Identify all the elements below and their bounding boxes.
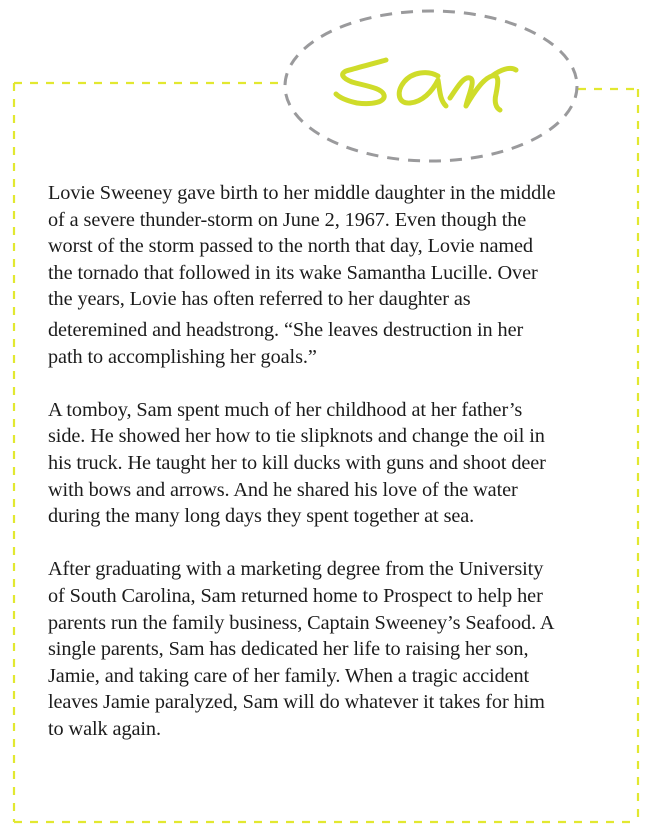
- text-line: the years, Lovie has often referred to her daughter as: [48, 288, 471, 311]
- paragraph-birth: [48, 180, 638, 370]
- text-line: A tomboy, Sam spent much of her childhood at her father’s: [48, 398, 523, 421]
- paragraph-childhood: [48, 397, 638, 530]
- page-title: [335, 57, 518, 112]
- text-line: After graduating with a marketing degree from the University: [48, 558, 544, 581]
- text-line: side. He showed her how to tie slipknots and change the oil in: [48, 425, 545, 448]
- text-line: deteremined and headstrong. “She leaves destruction in her: [48, 318, 524, 341]
- text-line: during the many long days they spent together at sea.: [48, 505, 475, 528]
- text-line: with bows and arrows. And he shared his love of the water: [48, 478, 518, 501]
- text-line: worst of the storm passed to the north that day, Lovie named: [48, 235, 533, 258]
- text-line: parents run the family business, Captain Sweeney’s Seafood. A: [48, 611, 555, 634]
- text-line: path to accomplishing her goals.”: [48, 345, 317, 368]
- paragraph-adulthood: [48, 556, 638, 742]
- text-line: single parents, Sam has dedicated her life to raising her son,: [48, 638, 529, 661]
- text-line: his truck. He taught her to kill ducks with guns and shoot deer: [48, 451, 546, 474]
- text-line: of South Carolina, Sam returned home to Prospect to help her: [48, 584, 543, 607]
- text-line: of a severe thunder-storm on June 2, 1967. Even though the: [48, 208, 527, 231]
- text-line: leaves Jamie paralyzed, Sam will do whatever it takes for him: [48, 691, 545, 714]
- text-line: Jamie, and taking care of her family. When a tragic accident: [48, 664, 530, 687]
- text-line: to walk again.: [48, 717, 161, 740]
- bio-content: [48, 180, 638, 769]
- text-line: the tornado that followed in its wake Samantha Lucille. Over: [48, 261, 538, 284]
- text-line: Lovie Sweeney gave birth to her middle daughter in the middle: [48, 182, 556, 204]
